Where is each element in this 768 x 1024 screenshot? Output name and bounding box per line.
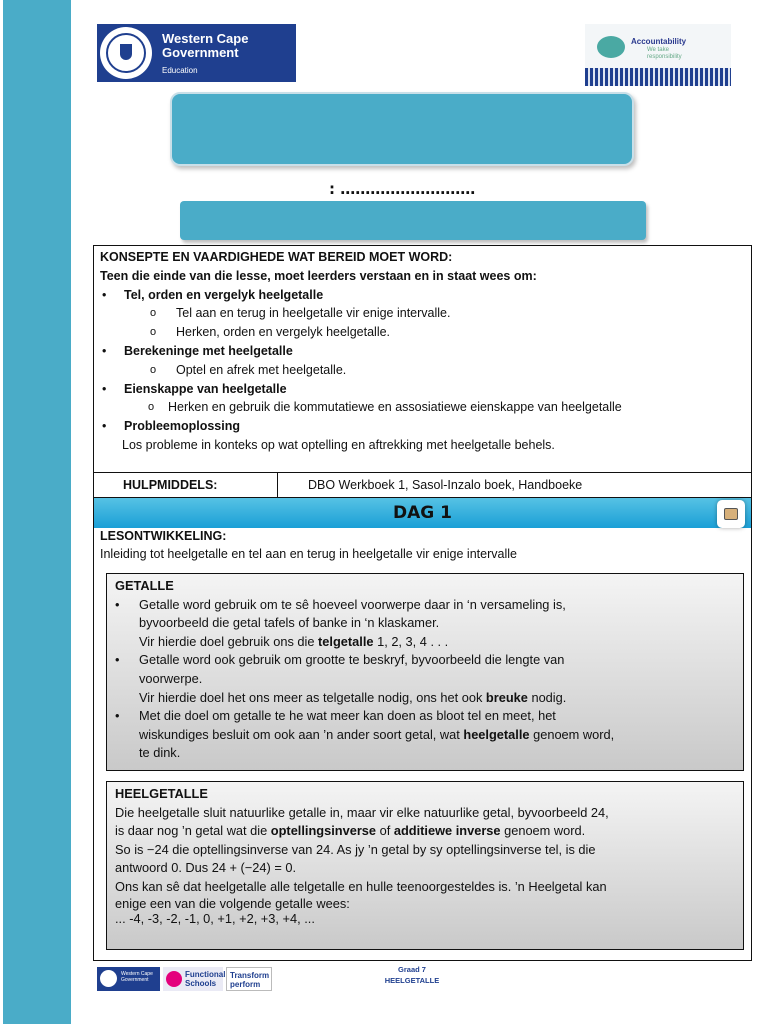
footer-grade: Graad 7 [398,965,426,974]
wcg-name-line2: Government [162,44,239,60]
integer-sequence: ... -4, -3, -2, -1, 0, +1, +2, +3, +4, ... [115,910,315,926]
comment-icon[interactable] [717,500,745,528]
title-banner [170,92,634,166]
lesson-heading: LESONTWIKKELING: [100,529,227,543]
lesson-frame [93,245,752,961]
resources-value: DBO Werkboek 1, Sasol-Inzalo boek, Handboeke [308,478,583,492]
accountability-tagline: We take responsibility [647,47,682,60]
getalle-box: GETALLE • Getalle word gebruik om te sê hoeveel voorwerpe daar in ‘n versameling is, byvoorbeeld die getal tafels of banke in ‘n klaskamer. Vir hierdie doel gebruik ons die telgetalle 1, 2, 3, 4 . . . • Getalle word ook gebruik om grootte te beskryf, byvoorbeeld die lengte van voorwerpe. Vir hierdie doel het ons meer as telgetalle nodig, ons het ook breuke nodig. • Met die doel om getalle te he wat meer kan doen as bloot tel en meet, het wiskundiges besluit om ook aan ’n ander soort getal, wat heelgetalle genoem word, te dink. [106,573,744,771]
accountability-logo [585,24,731,86]
accountability-icon [597,36,625,58]
heelgetalle-title: HEELGETALLE [115,786,208,801]
concepts-heading: KONSEPTE EN VAARDIGHEDE WAT BEREID MOET WORD: [100,250,453,264]
wcg-name-line1: Western Cape [162,30,249,46]
coat-of-arms-icon [100,27,152,79]
concepts-intro: Teen die einde van die lesse, moet leerders verstaan en in staat wees om: [100,268,537,283]
lesson-intro: Inleiding tot heelgetalle en tel aan en terug in heelgetalle vir enige intervalle [100,547,517,561]
resources-label: HULPMIDDELS: [94,473,278,497]
sub-list-item: o Herken, orden en vergelyk heelgetalle. [150,325,391,340]
transform-perform-logo: Transform perform [226,967,272,991]
footer-wcg-logo: Western Cape Government [97,967,160,991]
accountability-title: Accountability [631,37,687,46]
name-blank-line: : ……………………… [329,180,476,198]
side-color-bar [3,0,71,1024]
day-heading: DAG 1 [94,498,751,528]
list-item: • Getalle word ook gebruik om grootte te beskryf, byvoorbeeld die lengte van [115,652,565,668]
wcg-department: Education [162,65,198,75]
list-item: • Getalle word gebruik om te sê hoeveel voorwerpe daar in ‘n versameling is, [115,596,566,612]
subtitle-banner [180,201,646,240]
heelgetalle-box: HEELGETALLE Die heelgetalle sluit natuurlike getalle in, maar vir elke natuurlike getal, byvoorbeeld 24, is daar nog ’n getal wat die optellingsinverse of additiewe inverse genoem word. So is −24 die optellingsinverse van 24. As jy ’n getal by sy optellingsinverse tel, is die antwoord 0. Dus 24 + (−24) = 0. Ons kan sê dat heelgetalle alle telgetalle en hulle teenoorgesteldes is. ’n Heelgetal kan enige een van die volgende getalle wees: ... -4, -3, -2, -1, 0, +1, +2, +3, +4, ... [106,781,744,950]
concepts-section [94,246,751,472]
sub-list-item: o Optel en afrek met heelgetalle. [150,362,347,377]
footer-logos [97,967,272,991]
footer-topic: HEELGETALLE [384,976,440,985]
list-item: • Met die doel om getalle te he wat meer kan doen as bloot tel en meet, het [115,708,556,724]
footer-caption [372,964,452,986]
problem-solving-text: Los probleme in konteks op wat optelling en aftrekking met heelgetalle behels. [122,437,555,452]
logo-pattern-band [585,68,731,86]
getalle-title: GETALLE [115,578,174,593]
western-cape-government-logo [97,24,296,82]
resources-row [94,472,751,498]
list-item: • Probleemoplossing [102,419,240,434]
list-item: • Berekeninge met heelgetalle [102,343,293,358]
functional-schools-logo: Functional Schools [163,967,223,991]
list-item: • Tel, orden en vergelyk heelgetalle [102,287,324,302]
sub-list-item: o Herken en gebruik die kommutatiewe en assosiatiewe eienskappe van heelgetalle [148,400,622,415]
sub-list-item: o Tel aan en terug in heelgetalle vir enige intervalle. [150,306,451,321]
list-item: • Eienskappe van heelgetalle [102,381,287,396]
